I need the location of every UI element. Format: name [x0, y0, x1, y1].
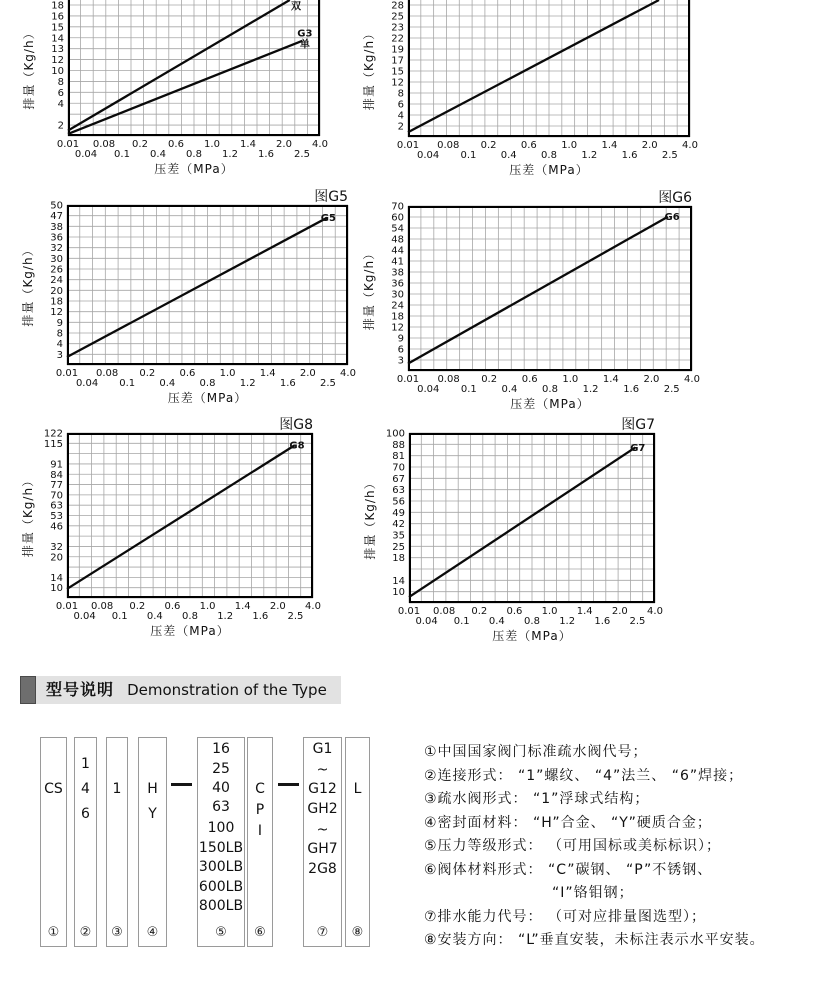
series-label-双: 双 — [291, 1, 302, 13]
x-tick-label: 0.1 — [460, 384, 477, 395]
series-line-G5 — [67, 218, 327, 357]
y-tick-label: 70 — [50, 490, 63, 502]
model-code-value: C — [255, 781, 265, 797]
section-title-zh: 型号说明 — [46, 680, 115, 699]
y-tick-label: 35 — [392, 530, 405, 542]
section-title-en: Demonstration of the Type — [127, 681, 327, 699]
y-tick-label: 10 — [50, 583, 63, 595]
model-code-value: GH2 — [307, 801, 338, 817]
y-tick-label: 77 — [50, 480, 63, 492]
y-tick-label: 38 — [391, 267, 404, 279]
x-tick-label: 1.6 — [258, 149, 274, 160]
x-tick-label: 1.2 — [559, 616, 576, 627]
series-label-G5: G5 — [320, 213, 336, 224]
x-tick-label: 4.0 — [340, 368, 356, 379]
x-tick-label: 0.04 — [74, 149, 98, 160]
column-number-badge: ⑥ — [254, 925, 266, 940]
y-tick-label: 18 — [391, 311, 404, 323]
column-number-badge: ⑦ — [316, 925, 329, 940]
model-code-value: 2G8 — [308, 861, 337, 877]
x-tick-label: 4.0 — [682, 140, 698, 151]
x-axis-title: 压差（MPa） — [492, 629, 572, 643]
y-tick-label: 6 — [57, 87, 64, 99]
y-tick-label: 32 — [50, 541, 63, 553]
model-column-⑦ — [303, 737, 342, 947]
x-axis-title: 压差（MPa） — [510, 397, 590, 411]
model-code-value: 600LB — [198, 879, 244, 895]
y-tick-label: 10 — [392, 587, 405, 599]
x-tick-label: 1.4 — [234, 601, 251, 612]
y-tick-label: 22 — [391, 33, 404, 45]
y-tick-label: 60 — [391, 212, 404, 224]
y-tick-label: 48 — [391, 234, 404, 246]
series-label-G7: G7 — [630, 442, 646, 454]
y-tick-label: 53 — [50, 511, 63, 522]
model-code-value: ~ — [316, 822, 329, 838]
x-tick-label: 1.2 — [581, 150, 598, 161]
y-tick-label: 19 — [391, 44, 404, 56]
model-code-value: P — [255, 802, 265, 818]
model-code-value: 1 — [112, 781, 122, 797]
x-tick-label: 2.0 — [276, 139, 292, 150]
model-code-value: 100 — [207, 820, 235, 836]
x-tick-label: 0.8 — [541, 150, 557, 161]
x-tick-label: 1.6 — [594, 616, 611, 627]
x-tick-label: 0.08 — [92, 139, 116, 150]
x-tick-label: 0.2 — [129, 601, 146, 612]
x-tick-label: 1.0 — [541, 606, 558, 617]
x-tick-label: 0.08 — [91, 601, 114, 612]
column-number-badge: ③ — [111, 925, 123, 940]
y-tick-label: 12 — [50, 307, 63, 319]
y-tick-label: 81 — [392, 451, 405, 463]
x-tick-label: 0.01 — [55, 368, 79, 379]
x-tick-label: 0.2 — [471, 606, 488, 617]
x-tick-label: 1.0 — [199, 601, 216, 612]
model-code-value: G1 — [312, 741, 333, 757]
y-tick-label: 47 — [50, 211, 63, 223]
y-tick-label: 38 — [50, 221, 63, 233]
chart-g3 — [20, 0, 350, 182]
model-code-value: 16 — [212, 741, 230, 757]
x-tick-label: 1.2 — [217, 611, 234, 622]
model-code-value: G12 — [308, 781, 337, 797]
series-line-g4 — [408, 0, 659, 132]
chart-g6 — [360, 189, 722, 417]
model-code-value: 1 — [81, 756, 90, 772]
y-tick-label: 2 — [57, 120, 64, 132]
y-tick-label: 56 — [392, 496, 405, 508]
x-tick-label: 2.0 — [611, 606, 628, 617]
model-code-value: CS — [44, 781, 63, 797]
chart-g7 — [361, 416, 685, 649]
model-code-value: GH7 — [307, 841, 338, 857]
y-axis-title: 排量（Kg/h） — [362, 26, 376, 111]
x-tick-label: 2.5 — [663, 384, 680, 395]
y-tick-label: 20 — [50, 552, 63, 564]
y-tick-label: 23 — [391, 22, 404, 34]
x-tick-label: 0.6 — [521, 374, 538, 385]
x-tick-label: 0.01 — [396, 140, 420, 151]
y-tick-label: 46 — [50, 521, 63, 533]
model-code-value: 25 — [212, 761, 230, 777]
x-tick-label: 4.0 — [305, 601, 321, 612]
x-tick-label: 1.2 — [582, 384, 599, 395]
x-tick-label: 0.6 — [164, 601, 181, 612]
chart-title-g7: 图G7 — [621, 417, 655, 433]
y-tick-label: 8 — [56, 328, 63, 340]
x-tick-label: 1.4 — [602, 374, 619, 385]
y-tick-label: 24 — [50, 275, 63, 287]
x-tick-label: 0.1 — [111, 611, 128, 622]
y-tick-label: 16 — [51, 11, 64, 23]
x-tick-label: 4.0 — [312, 139, 328, 150]
y-tick-label: 44 — [391, 245, 404, 257]
x-tick-label: 0.6 — [506, 606, 523, 617]
x-tick-label: 2.5 — [287, 611, 304, 622]
model-column-① — [40, 737, 67, 947]
x-tick-label: 1.0 — [219, 368, 236, 379]
header-square-decoration — [20, 676, 36, 704]
x-tick-label: 0.8 — [186, 149, 202, 160]
y-tick-label: 6 — [397, 99, 404, 111]
note-line: ④密封面材料： “H”合金、 “Y”硬质合金； — [424, 814, 712, 831]
y-tick-label: 63 — [392, 485, 405, 497]
x-tick-label: 0.04 — [75, 378, 99, 389]
y-tick-label: 9 — [56, 317, 63, 329]
y-tick-label: 88 — [392, 439, 405, 451]
y-tick-label: 14 — [51, 33, 64, 45]
x-tick-label: 1.6 — [623, 384, 640, 395]
x-tick-label: 1.0 — [204, 139, 220, 150]
x-tick-label: 1.6 — [279, 378, 296, 389]
x-tick-label: 0.08 — [437, 374, 460, 385]
y-tick-label: 70 — [392, 462, 405, 474]
x-tick-label: 2.5 — [319, 378, 336, 389]
x-tick-label: 1.4 — [240, 139, 256, 150]
x-tick-label: 0.08 — [433, 606, 456, 617]
y-tick-label: 18 — [392, 553, 405, 565]
y-tick-label: 10 — [51, 66, 64, 77]
x-tick-label: 1.4 — [601, 140, 618, 151]
y-tick-label: 15 — [51, 22, 64, 34]
y-tick-label: 36 — [50, 232, 63, 244]
series-line-双 — [68, 0, 290, 131]
y-tick-label: 42 — [392, 519, 405, 531]
chart-title-g5: 图G5 — [314, 189, 348, 205]
y-axis-title: 排量（Kg/h） — [21, 473, 35, 558]
y-tick-label: 115 — [43, 438, 63, 450]
x-tick-label: 0.08 — [437, 140, 460, 151]
chart-g4 — [360, 0, 720, 183]
x-tick-label: 0.1 — [119, 378, 136, 389]
x-tick-label: 0.2 — [481, 374, 498, 385]
x-tick-label: 0.01 — [55, 601, 79, 612]
column-number-badge: ① — [47, 925, 60, 940]
column-number-badge: ⑧ — [351, 925, 364, 940]
y-tick-label: 2 — [397, 121, 404, 133]
y-tick-label: 26 — [50, 264, 63, 276]
x-tick-label: 0.01 — [56, 139, 80, 150]
y-tick-label: 54 — [391, 223, 404, 235]
y-axis-title: 排量（Kg/h） — [22, 26, 36, 110]
x-tick-label: 1.6 — [252, 611, 269, 622]
y-tick-label: 3 — [397, 355, 404, 367]
y-tick-label: 4 — [56, 339, 63, 351]
x-tick-label: 0.4 — [159, 378, 176, 389]
x-tick-label: 0.6 — [179, 368, 196, 379]
chart-title-g8: 图G8 — [279, 417, 313, 433]
x-tick-label: 2.0 — [269, 601, 286, 612]
note-line: ⑤压力等级形式： （可用国标或美标标识）； — [424, 838, 721, 854]
y-axis-title: 排量（Kg/h） — [362, 246, 376, 331]
model-column-⑤ — [197, 737, 245, 947]
x-tick-label: 2.0 — [643, 374, 660, 385]
model-code-value: 40 — [212, 780, 230, 796]
x-tick-label: 0.04 — [417, 150, 440, 161]
model-code-value: 800LB — [198, 898, 244, 914]
y-tick-label: 36 — [391, 278, 404, 290]
x-axis-title: 压差（MPa） — [150, 624, 230, 638]
model-code-value: 150LB — [198, 840, 244, 856]
y-tick-label: 12 — [391, 322, 404, 334]
x-tick-label: 0.4 — [150, 149, 166, 160]
x-tick-label: 0.2 — [480, 140, 497, 151]
x-tick-label: 2.0 — [299, 368, 316, 379]
column-number-badge: ② — [79, 925, 92, 940]
y-tick-label: 91 — [50, 459, 63, 471]
y-axis-title: 排量（Kg/h） — [363, 476, 377, 560]
series-label-G6: G6 — [664, 212, 680, 224]
y-tick-label: 17 — [391, 55, 404, 67]
model-code-value: H — [147, 781, 158, 797]
x-tick-label: 1.2 — [222, 149, 238, 160]
x-tick-label: 0.6 — [168, 139, 184, 150]
model-code-dash-2 — [278, 783, 299, 786]
x-tick-label: 1.4 — [259, 368, 276, 379]
model-code-value: 300LB — [198, 859, 244, 875]
y-tick-label: 14 — [392, 575, 405, 587]
note-line: ③疏水阀形式： “1”浮球式结构； — [424, 791, 650, 807]
x-tick-label: 0.1 — [453, 616, 470, 627]
model-code-value: 6 — [81, 806, 90, 822]
y-tick-label: 84 — [50, 469, 63, 481]
y-tick-label: 4 — [57, 98, 64, 110]
y-tick-label: 14 — [50, 572, 63, 584]
y-tick-label: 67 — [392, 473, 405, 485]
x-tick-label: 0.1 — [114, 149, 130, 160]
note-line: ⑥阀体材料形式： “C”碳钢、 “P”不锈钢、 — [424, 861, 713, 878]
y-tick-label: 18 — [50, 296, 63, 308]
model-code-value: 63 — [212, 799, 230, 815]
note-line: ②连接形式： “1”螺纹、 “4”法兰、 “6”焊接； — [424, 767, 744, 784]
x-tick-label: 0.04 — [73, 611, 96, 622]
y-tick-label: 41 — [391, 256, 404, 268]
y-tick-label: 12 — [391, 77, 404, 89]
section-header — [20, 676, 341, 704]
y-tick-label: 13 — [51, 44, 64, 56]
model-code-value: I — [257, 823, 263, 839]
y-tick-label: 49 — [392, 507, 405, 519]
y-tick-label: 6 — [397, 344, 404, 356]
model-column-⑥ — [247, 737, 273, 947]
x-tick-label: 4.0 — [684, 374, 700, 385]
model-code-dash-1 — [171, 783, 192, 786]
note-line: ⑧安装方向： “L”垂直安装，未标注表示水平安装。 — [424, 932, 765, 948]
y-tick-label: 70 — [391, 201, 404, 213]
x-tick-label: 0.1 — [460, 150, 477, 161]
column-number-badge: ⑤ — [215, 925, 227, 940]
model-column-④ — [138, 737, 167, 947]
y-tick-label: 24 — [391, 300, 404, 312]
y-tick-label: 3 — [56, 349, 63, 361]
x-tick-label: 0.4 — [488, 616, 505, 627]
x-tick-label: 1.0 — [562, 374, 579, 385]
section-title-bar — [36, 676, 341, 704]
x-tick-label: 0.8 — [542, 384, 558, 395]
x-tick-label: 2.5 — [661, 150, 678, 161]
series-line-G3 单 — [68, 41, 302, 134]
x-tick-label: 0.01 — [396, 374, 420, 385]
x-tick-label: 0.4 — [501, 384, 518, 395]
y-tick-label: 63 — [50, 500, 63, 512]
y-tick-label: 25 — [392, 541, 405, 553]
type-notes — [424, 741, 828, 953]
model-column-③ — [106, 737, 128, 947]
x-tick-label: 0.01 — [397, 606, 421, 617]
x-tick-label: 2.0 — [641, 140, 658, 151]
series-line-G7 — [409, 447, 635, 597]
y-tick-label: 8 — [57, 76, 64, 88]
x-axis-title: 压差（MPa） — [509, 163, 589, 177]
y-tick-label: 30 — [391, 289, 404, 301]
x-tick-label: 0.4 — [500, 150, 517, 161]
x-tick-label: 0.2 — [139, 368, 156, 379]
chart-g8 — [19, 416, 343, 644]
x-tick-label: 1.0 — [561, 140, 578, 151]
chart-g5 — [19, 188, 378, 411]
x-tick-label: 0.2 — [132, 139, 148, 150]
note-line: ⑦排水能力代号： （可对应排量图选型）； — [424, 908, 706, 925]
model-code-value: Y — [148, 806, 157, 822]
chart-title-g6: 图G6 — [658, 190, 692, 206]
y-tick-label: 18 — [51, 0, 64, 12]
y-tick-label: 4 — [397, 110, 404, 122]
y-tick-label: 30 — [50, 253, 63, 265]
x-tick-label: 0.4 — [146, 611, 163, 622]
x-tick-label: 0.8 — [524, 616, 540, 627]
y-axis-title: 排量（Kg/h） — [21, 243, 35, 327]
y-tick-label: 25 — [391, 11, 404, 23]
y-tick-label: 15 — [391, 66, 404, 78]
x-tick-label: 0.08 — [96, 368, 119, 379]
x-tick-label: 0.04 — [417, 384, 440, 395]
x-tick-label: 2.5 — [629, 616, 646, 627]
model-code-value: ~ — [316, 762, 329, 778]
model-code-value: 4 — [81, 781, 90, 797]
x-tick-label: 2.5 — [294, 149, 310, 160]
x-axis-title: 压差（MPa） — [167, 391, 248, 405]
x-tick-label: 4.0 — [647, 606, 663, 617]
x-tick-label: 1.2 — [239, 378, 256, 389]
series-label-G8: G8 — [289, 440, 305, 452]
y-tick-label: 100 — [385, 428, 405, 440]
y-tick-label: 20 — [50, 285, 63, 297]
y-tick-label: 12 — [51, 55, 64, 67]
model-column-② — [74, 737, 97, 947]
x-tick-label: 0.6 — [520, 140, 537, 151]
note-line: ①中国国家阀门标准疏水阀代号； — [424, 744, 648, 760]
model-column-⑧ — [345, 737, 370, 947]
y-tick-label: 28 — [391, 0, 404, 12]
x-tick-label: 1.4 — [576, 606, 593, 617]
series-label-G3 单: G3 单 — [297, 28, 313, 51]
y-tick-label: 122 — [43, 428, 63, 440]
x-tick-label: 1.6 — [621, 150, 638, 161]
column-number-badge: ④ — [146, 925, 159, 940]
model-code-value: L — [353, 781, 362, 797]
y-tick-label: 32 — [50, 243, 63, 255]
y-tick-label: 8 — [397, 88, 404, 100]
x-tick-label: 0.8 — [199, 378, 216, 389]
note-line: “I”铬钼钢； — [552, 885, 634, 901]
x-axis-title: 压差（MPa） — [154, 162, 234, 176]
x-tick-label: 0.04 — [415, 616, 438, 627]
y-tick-label: 9 — [397, 333, 404, 345]
x-tick-label: 0.8 — [182, 611, 198, 622]
y-tick-label: 50 — [50, 200, 63, 212]
